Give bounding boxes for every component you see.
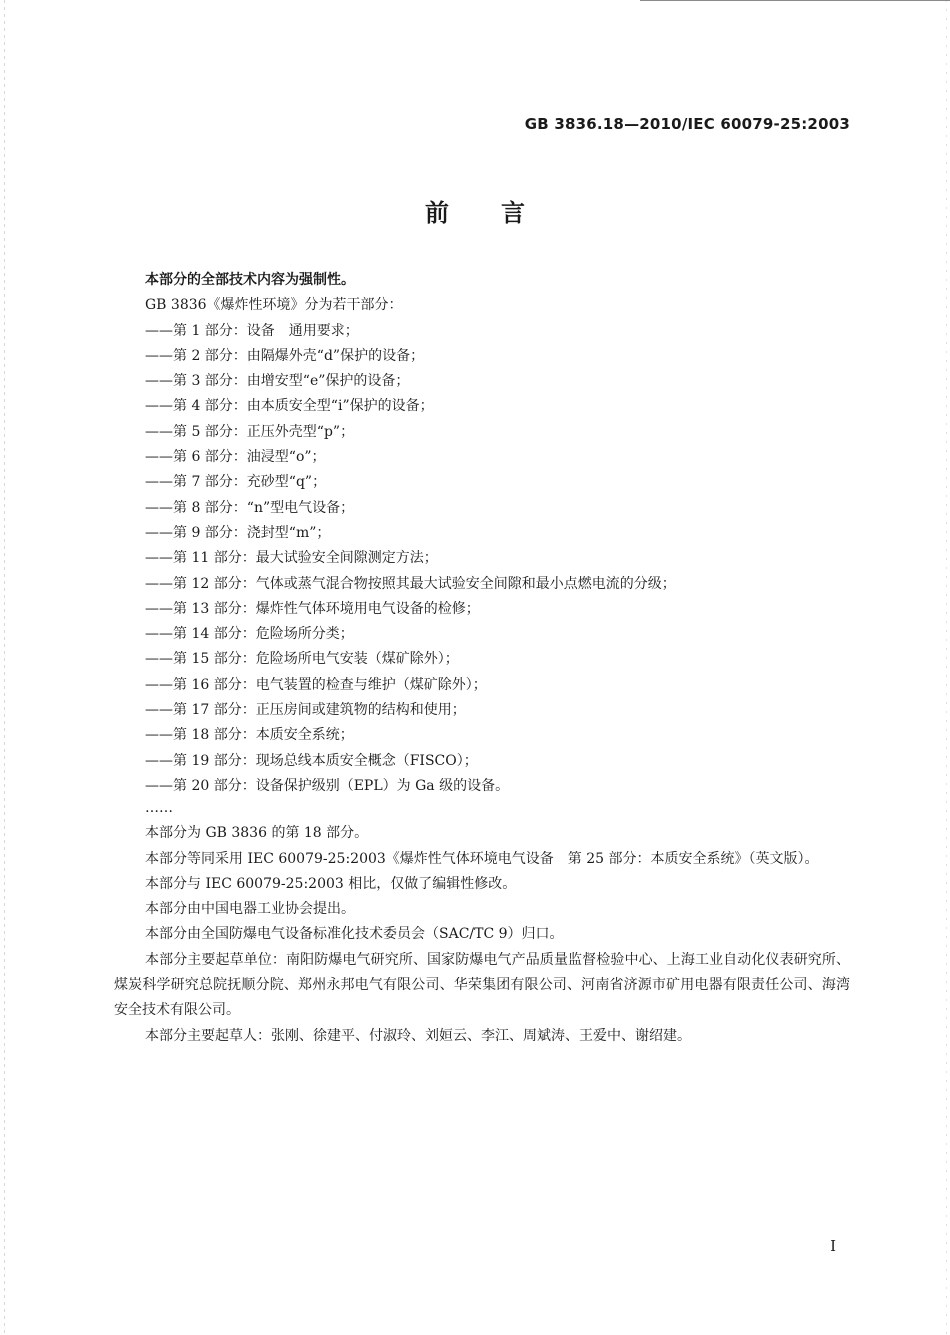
paragraph-committee: 本部分由全国防爆电气设备标准化技术委员会（SAC/TC 9）归口。 — [145, 926, 564, 943]
part-item: ——第 1 部分：设备 通用要求； — [145, 322, 359, 339]
part-item: ——第 4 部分：由本质安全型“i”保护的设备； — [145, 398, 434, 415]
part-item: ——第 6 部分：油浸型“o”； — [145, 449, 326, 466]
paragraph-adoption: 本部分等同采用 IEC 60079-25:2003《爆炸性气体环境电气设备 第 25 部分：本质安全系统》（英文版）。 — [145, 850, 819, 867]
parts-intro: GB 3836《爆炸性环境》分为若干部分： — [145, 297, 403, 314]
paragraph-proposer: 本部分由中国电器工业协会提出。 — [145, 901, 355, 918]
part-item: ——第 8 部分：“n”型电气设备； — [145, 499, 355, 516]
paragraph-modifications: 本部分与 IEC 60079-25:2003 相比，仅做了编辑性修改。 — [145, 875, 517, 892]
paragraph-drafters: 本部分主要起草人：张刚、徐建平、付淑玲、刘姮云、李江、周斌涛、王爱中、谢绍建。 — [145, 1027, 691, 1044]
scan-edge-top — [640, 0, 950, 1]
part-item: ——第 20 部分：设备保护级别（EPL）为 Ga 级的设备。 — [145, 777, 510, 794]
ellipsis: …… — [145, 800, 173, 817]
part-item: ——第 7 部分：充砂型“q”； — [145, 474, 327, 491]
part-item: ——第 18 部分：本质安全系统； — [145, 727, 354, 744]
part-item: ——第 16 部分：电气装置的检查与维护（煤矿除外）； — [145, 676, 487, 693]
paragraph-part-number: 本部分为 GB 3836 的第 18 部分。 — [145, 825, 369, 842]
part-item: ——第 11 部分：最大试验安全间隙测定方法； — [145, 550, 438, 567]
part-item: ——第 5 部分：正压外壳型“p”； — [145, 423, 355, 440]
part-item: ——第 14 部分：危险场所分类； — [145, 626, 354, 643]
part-item: ——第 19 部分：现场总线本质安全概念（FISCO）； — [145, 752, 478, 769]
part-item: ——第 2 部分：由隔爆外壳“d”保护的设备； — [145, 347, 425, 364]
part-item: ——第 12 部分：气体或蒸气混合物按照其最大试验安全间隙和最小点燃电流的分级； — [145, 575, 676, 592]
part-item: ——第 17 部分：正压房间或建筑物的结构和使用； — [145, 702, 466, 719]
part-item: ——第 13 部分：爆炸性气体环境用电气设备的检修； — [145, 600, 480, 617]
parts-list — [114, 319, 850, 800]
part-item: ——第 15 部分：危险场所电气安装（煤矿除外）； — [145, 651, 459, 668]
paragraph-drafting-units: 本部分主要起草单位：南阳防爆电气研究所、国家防爆电气产品质量监督检验中心、上海工业自动化仪表研究所、煤炭科学研究总院抚顺分院、郑州永邦电气有限公司、华荣集团有限公司、河南省济源市矿用电器有限责任公司、海湾安全技术有限公司。 — [114, 951, 850, 1019]
mandatory-statement: 本部分的全部技术内容为强制性。 — [145, 272, 355, 288]
standard-code: GB 3836.18—2010/IEC 60079-25:2003 — [524, 115, 850, 133]
document-body — [114, 268, 850, 1049]
page-title: 前言 — [425, 199, 577, 227]
page-number: I — [830, 1237, 836, 1255]
part-item: ——第 3 部分：由增安型“e”保护的设备； — [145, 373, 410, 390]
part-item: ——第 9 部分：浇封型“m”； — [145, 524, 331, 541]
